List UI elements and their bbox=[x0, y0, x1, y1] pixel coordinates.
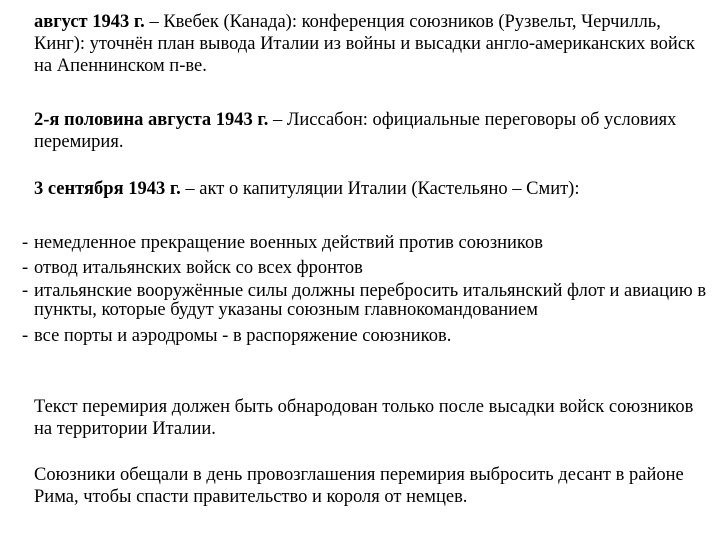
list-item bbox=[22, 232, 712, 254]
list-item bbox=[22, 257, 712, 279]
list-item bbox=[22, 325, 712, 347]
paragraph-lisbon bbox=[34, 109, 714, 153]
list-item-text: немедленное прекращение военных действий против союзников bbox=[34, 233, 543, 253]
date-late-august-1943: 2-я половина августа 1943 г. bbox=[34, 110, 269, 130]
paragraph-capitulation-text: – акт о капитуляции Италии (Кастельяно – Смит): bbox=[180, 179, 580, 199]
list-item-text: итальянские вооружённые силы должны перебросить итальянский флот и авиацию в пункты, которые будут указаны союзным главнокомандованием bbox=[34, 281, 707, 320]
bullet-dash: - bbox=[22, 233, 29, 253]
bullet-dash: - bbox=[22, 258, 29, 278]
date-september-3-1943: 3 сентября 1943 г. bbox=[34, 179, 181, 199]
list-item-text: все порты и аэродромы - в распоряжение союзников. bbox=[34, 326, 452, 346]
paragraph-armistice-text: Текст перемирия должен быть обнародован только после высадки войск союзников на территории Италии. bbox=[34, 397, 694, 439]
paragraph-lisbon-text: – Лиссабон: официальные переговоры об условиях перемирия. bbox=[34, 110, 677, 152]
paragraph-allied-promise-text: Союзники обещали в день провозглашения перемирия выбросить десант в районе Рима, чтобы спасти правительство и короля от немцев. bbox=[34, 465, 684, 507]
paragraph-quebec-text: – Квебек (Канада): конференция союзников (Рузвельт, Черчилль, Кинг): уточнён план вывода Италии из войны и высадки англо-американских войск на Апеннинском п-ве. bbox=[34, 12, 696, 76]
paragraph-allied-promise bbox=[34, 464, 714, 508]
capitulation-terms-list bbox=[22, 232, 712, 347]
paragraph-quebec bbox=[34, 11, 714, 77]
paragraph-armistice-announcement bbox=[34, 396, 714, 440]
bullet-dash: - bbox=[22, 326, 29, 346]
list-item bbox=[22, 282, 712, 320]
bullet-dash: - bbox=[22, 281, 29, 301]
list-item-text: отвод итальянских войск со всех фронтов bbox=[34, 258, 363, 278]
date-august-1943: август 1943 г. bbox=[34, 12, 145, 32]
paragraph-capitulation bbox=[34, 178, 714, 200]
